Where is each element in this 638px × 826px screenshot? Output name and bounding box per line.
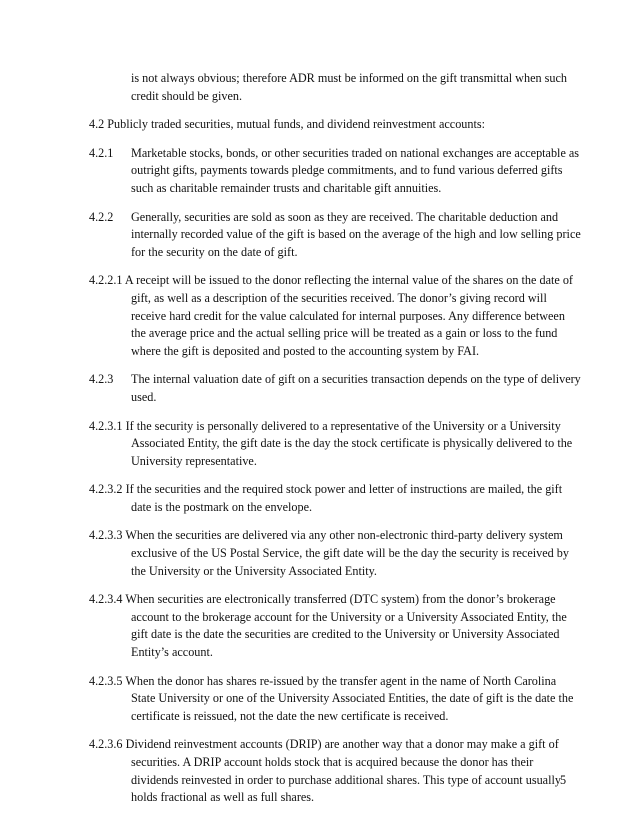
paragraph-number: 4.2.2.1	[89, 273, 125, 288]
page-content	[89, 70, 581, 818]
paragraph-4-2-3-6	[89, 736, 581, 806]
paragraph-number: 4.2.1	[89, 145, 114, 160]
paragraph-4-2-3-2	[89, 481, 581, 516]
paragraph-text: When the securities are delivered via any other non-electronic third-party delivery system exclusive of the US Postal Service, the gift date will be the day the security is received by the University or the University Associated Entity.	[125, 528, 569, 578]
paragraph-text: Generally, securities are sold as soon as they are received. The charitable deduction and internally recorded value of the gift is based on the average of the high and low selling price for the security on the date of gift.	[131, 209, 581, 259]
paragraph-4-2-2-1	[89, 272, 581, 360]
paragraph-4-2-3-4	[89, 591, 581, 661]
paragraph-number: 4.2.3.3	[89, 528, 126, 543]
paragraph-text: If the security is personally delivered to a representative of the University or a University Associated Entity, the gift date is the day the stock certificate is physically delivered to the University representative.	[125, 418, 573, 468]
paragraph-4-2-1	[89, 145, 581, 198]
paragraph-number: 4.2.3.2	[89, 482, 126, 497]
paragraph-number: 4.2.3.1	[89, 418, 126, 433]
paragraph-text: The internal valuation date of gift on a securities transaction depends on the type of delivery used.	[131, 372, 581, 404]
paragraph-4-2-3-1	[89, 418, 581, 471]
section-heading: 4.2 Publicly traded securities, mutual funds, and dividend reinvestment accounts:	[89, 117, 486, 132]
paragraph-text: Dividend reinvestment accounts (DRIP) are another way that a donor may make a gift of securities. A DRIP account holds stock that is acquired because the donor has their dividends reinvested in order to purchase additional shares. This type of account usually holds fractional as well as full shares.	[125, 737, 561, 805]
paragraph-text: When the donor has shares re-issued by the transfer agent in the name of North Carolina State University or one of the University Associated Entities, the date of gift is the date the certificate is reissued, not the date the new certificate is received.	[125, 673, 574, 723]
continuation-text: is not always obvious; therefore ADR must be informed on the gift transmittal when such credit should be given.	[131, 71, 567, 103]
paragraph-4-2-3-5	[89, 673, 581, 726]
paragraph-number: 4.2.3.5	[89, 673, 126, 688]
paragraph-text: When securities are electronically transferred (DTC system) from the donor’s brokerage account to the brokerage account for the University or a University Associated Entity, the gift date is the date the securities are credited to the University or University Associated Entity’s account.	[125, 592, 567, 660]
paragraph-text: If the securities and the required stock power and letter of instructions are mailed, the gift date is the postmark on the envelope.	[125, 482, 563, 514]
paragraph-text: Marketable stocks, bonds, or other securities traded on national exchanges are acceptable as outright gifts, payments towards pledge commitments, and to fund various deferred gifts such as charitable remainder trusts and charitable gift annuities.	[131, 145, 580, 195]
paragraph-4-2-2	[89, 209, 581, 262]
paragraph-number: 4.2.2	[89, 209, 114, 224]
paragraph-4-2-3	[89, 371, 581, 406]
page-number: 5	[560, 773, 567, 787]
paragraph-number: 4.2.3.4	[89, 592, 126, 607]
paragraph-number: 4.2.3.6	[89, 737, 126, 752]
paragraph-4-2-3-3	[89, 527, 581, 580]
paragraph-number: 4.2.3	[89, 372, 114, 387]
paragraph-text: A receipt will be issued to the donor reflecting the internal value of the shares on the date of gift, as well as a description of the securities received. The donor’s giving record will receive hard credit for the value calculated for internal purposes. Any difference between the average price and the actual selling price will be treated as a gain or loss to the fund where the gift is deposited and posted to the accounting system by FAI.	[124, 273, 573, 358]
